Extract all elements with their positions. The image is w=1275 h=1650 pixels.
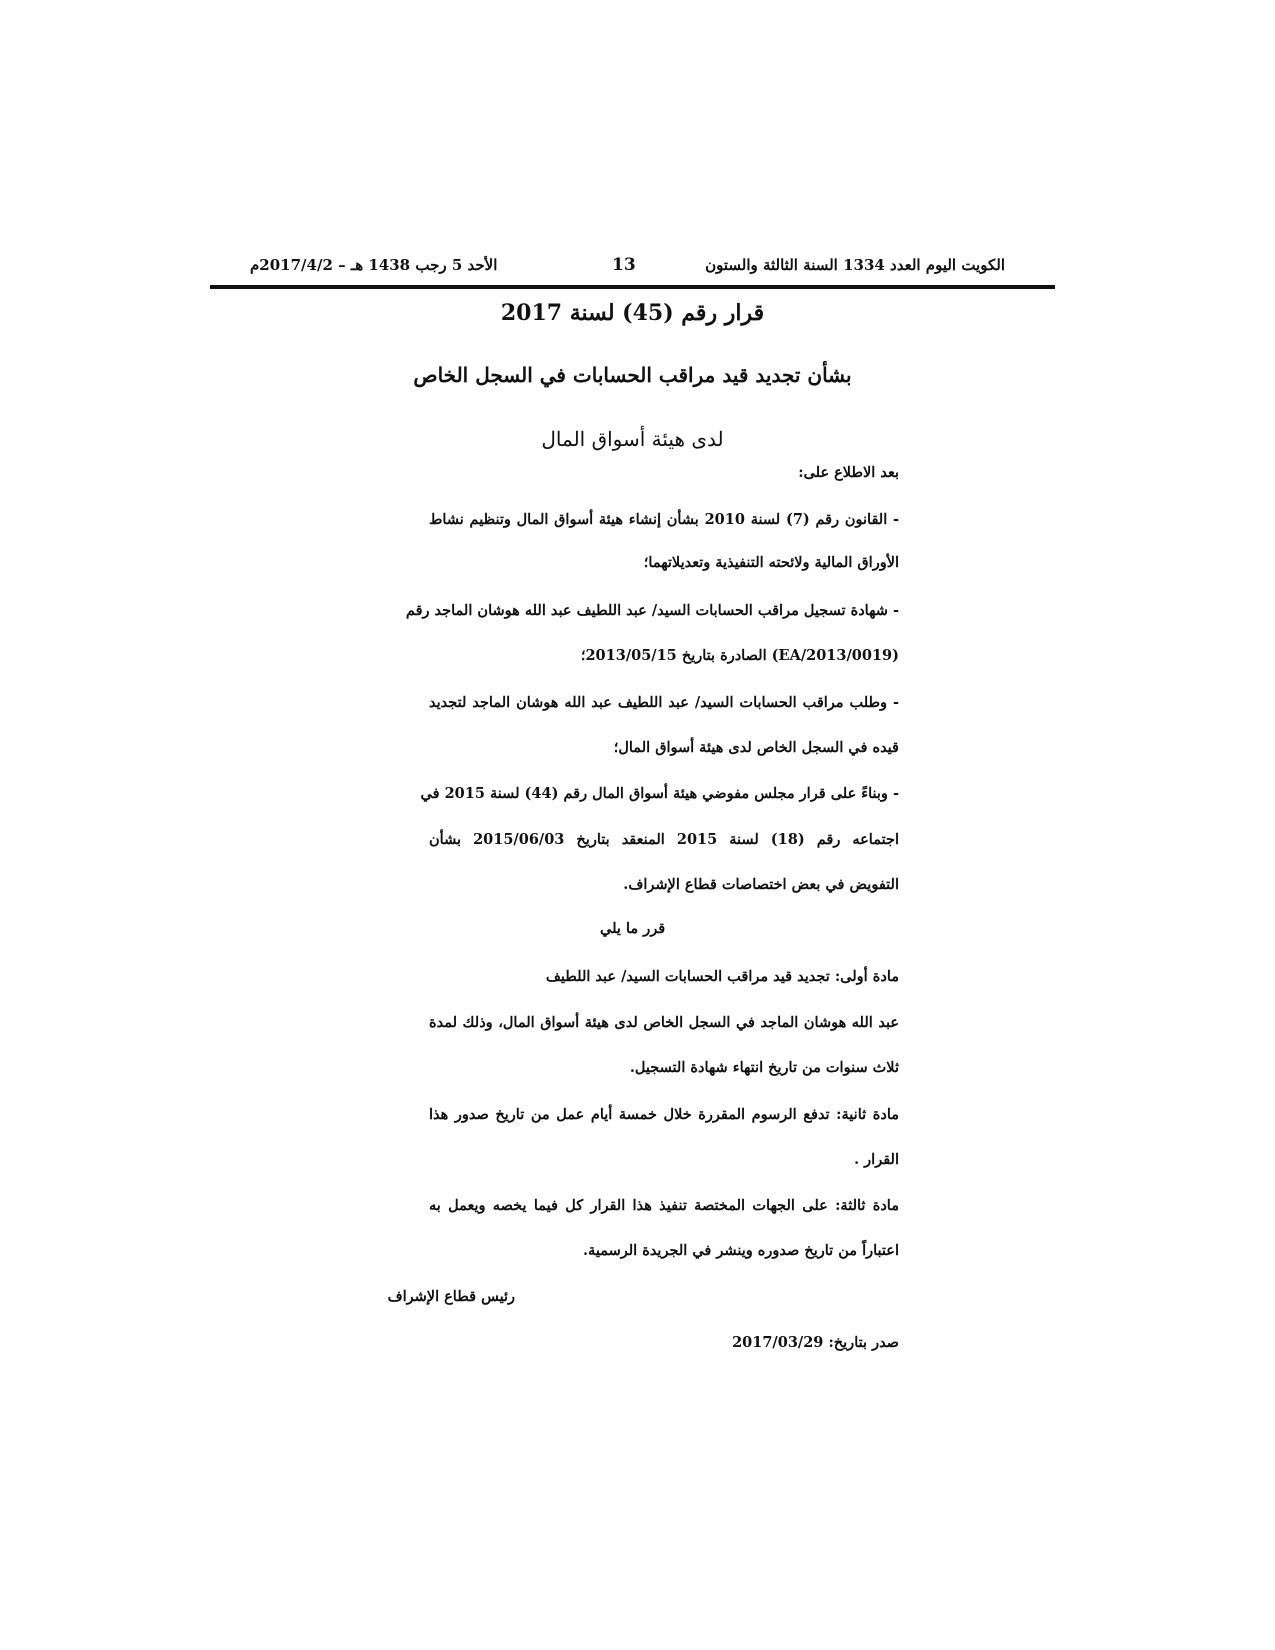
header-rule — [210, 285, 1055, 289]
preamble-intro: بعد الاطلاع على: — [798, 464, 899, 481]
preamble-item-3-line-1: - وطلب مراقب الحسابات السيد/ عبد اللطيف عبد الله هوشان الماجد لتجديد — [429, 694, 899, 711]
article-1-line-3: ثلاث سنوات من تاريخ انتهاء شهادة التسجيل. — [629, 1059, 899, 1076]
preamble-item-2-line-1: - شهادة تسجيل مراقب الحسابات السيد/ عبد اللطيف عبد الله هوشان الماجد رقم — [405, 602, 899, 619]
header-date: الأحد 5 رجب 1438 هـ – 2017/4/2م — [250, 256, 498, 274]
decision-authority-title: لدى هيئة أسواق المال — [541, 427, 724, 451]
header-gazette-issue: الكويت اليوم العدد 1334 السنة الثالثة والستون — [705, 256, 1005, 274]
decision-subject-title: بشأن تجديد قيد مراقب الحسابات في السجل الخاص — [413, 363, 852, 387]
article-1-line-2: عبد الله هوشان الماجد في السجل الخاص لدى هيئة أسواق المال، وذلك لمدة — [429, 1014, 899, 1031]
preamble-item-4-line-3: التفويض في بعض اختصاصات قطاع الإشراف. — [623, 876, 899, 893]
article-2-line-1: مادة ثانية: تدفع الرسوم المقررة خلال خمسة أيام عمل من تاريخ صدور هذا — [429, 1106, 899, 1123]
decision-number-title: قرار رقم (45) لسنة 2017 — [500, 300, 765, 326]
preamble-item-3-line-2: قيده في السجل الخاص لدى هيئة أسواق المال؛ — [613, 739, 899, 756]
preamble-item-4-line-2: اجتماعه رقم (18) لسنة 2015 المنعقد بتاريخ 2015/06/03 بشأن — [429, 831, 899, 848]
article-3-line-2: اعتباراً من تاريخ صدوره وينشر في الجريدة الرسمية. — [583, 1242, 899, 1259]
decision-heading: قرر ما يلي — [600, 920, 666, 937]
preamble-item-1-line-1: - القانون رقم (7) لسنة 2010 بشأن إنشاء هيئة أسواق المال وتنظيم نشاط — [429, 511, 899, 528]
article-3-line-1: مادة ثالثة: على الجهات المختصة تنفيذ هذا القرار كل فيما يخصه ويعمل به — [429, 1197, 899, 1214]
issue-date: صدر بتاريخ: 2017/03/29 — [732, 1334, 899, 1351]
preamble-item-1-line-2: الأوراق المالية ولائحته التنفيذية وتعديلاتهما؛ — [643, 554, 899, 571]
preamble-item-4-line-1: - وبناءً على قرار مجلس مفوضي هيئة أسواق المال رقم (44) لسنة 2015 في — [420, 785, 899, 802]
article-1-line-1: مادة أولى: تجديد قيد مراقب الحسابات السيد/ عبد اللطيف — [545, 968, 899, 985]
header-page-number: 13 — [612, 255, 636, 275]
preamble-item-2-line-2: (EA/2013/0019) الصادرة بتاريخ 2013/05/15؛ — [580, 647, 899, 664]
article-2-line-2: القرار . — [854, 1151, 899, 1168]
signature-title: رئيس قطاع الإشراف — [387, 1288, 515, 1305]
